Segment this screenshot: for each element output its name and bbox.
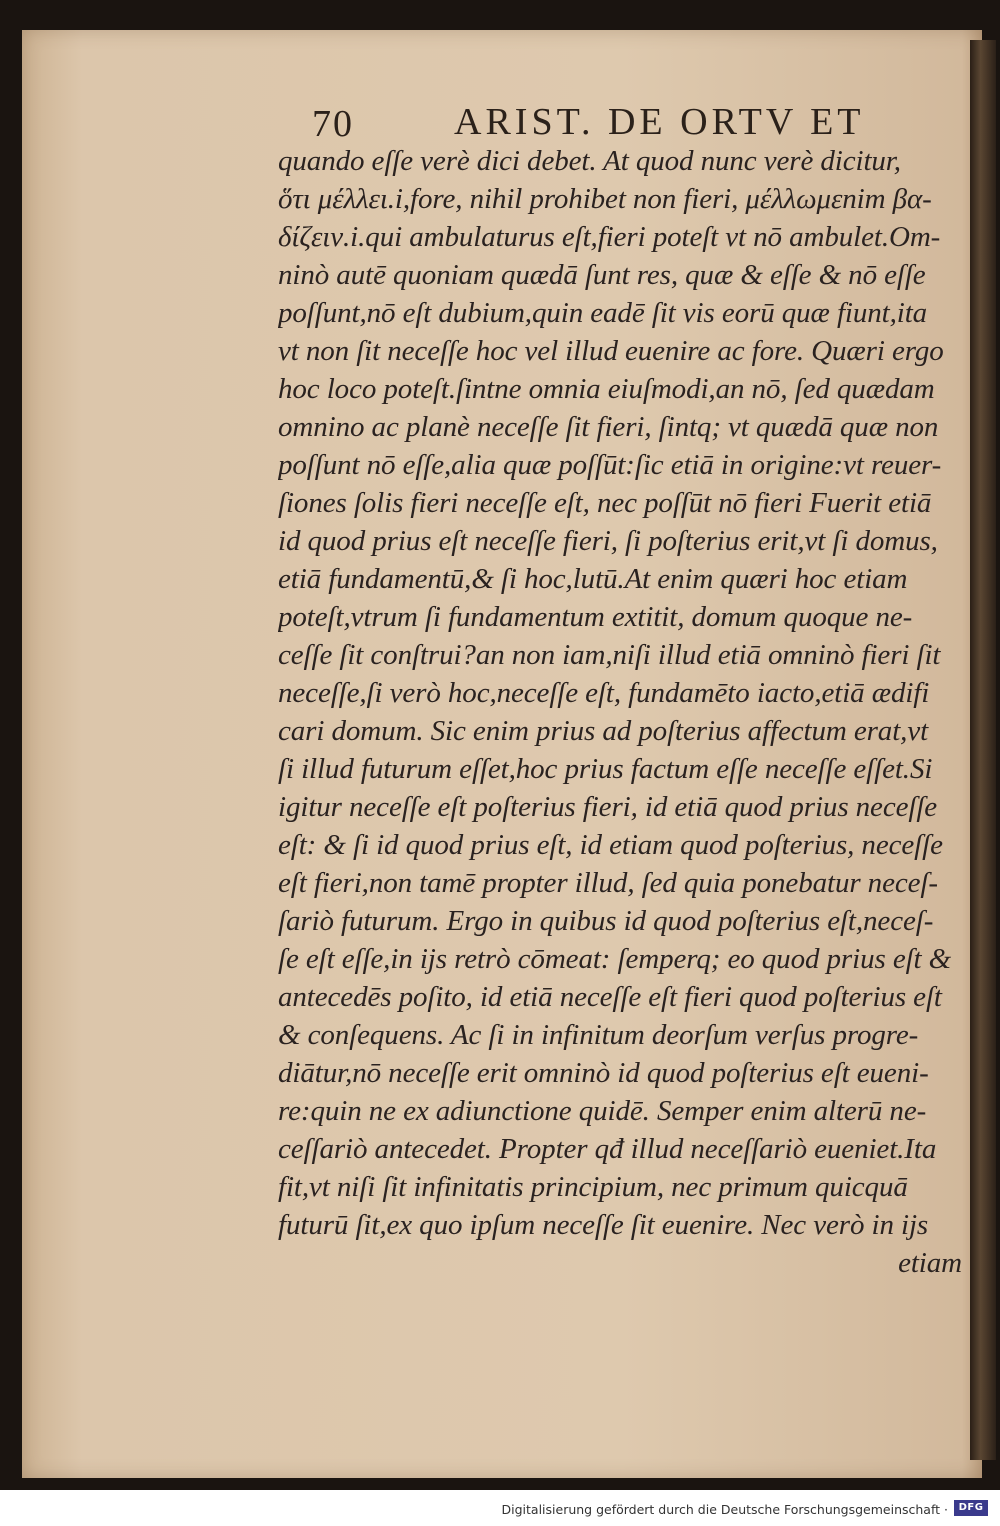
page-number: 70 xyxy=(312,103,354,145)
text-line: hoc loco poteſt.ſintne omnia eiuſmodi,an nō, ſed quædam xyxy=(278,373,935,405)
text-line: fit,vt niſi ſit infinitatis principium, nec primum quicquā xyxy=(278,1171,908,1203)
funding-credit: Digitalisierung gefördert durch die Deutsche Forschungsgemeinschaft · xyxy=(501,1502,948,1517)
text-line: diātur,nō neceſſe erit omninò id quod poſterius eſt eueni- xyxy=(278,1057,929,1089)
page-edge-shadow xyxy=(970,40,996,1460)
text-line: id quod prius eſt neceſſe fieri, ſi poſterius erit,vt ſi domus, xyxy=(278,525,938,557)
text-line: neceſſe,ſi verò hoc,neceſſe eſt, fundamēto iacto,etiā ædifi xyxy=(278,677,930,709)
text-line: ceſſariò antecedet. Propter qđ illud neceſſariò eueniet.Ita xyxy=(278,1133,937,1165)
text-line: ceſſe ſit conſtrui?an non iam,niſi illud etiā omninò fieri ſit xyxy=(278,639,941,671)
text-line: futurū ſit,ex quo ipſum neceſſe ſit euenire. Nec verò in ijs xyxy=(278,1209,929,1241)
text-line: poſſunt,nō eſt dubium,quin eadē ſit vis eorū quæ fiunt,ita xyxy=(278,297,928,329)
catchword: etiam xyxy=(898,1247,962,1279)
text-block xyxy=(278,142,962,1282)
text-line: poſſunt nō eſſe,alia quæ poſſūt:ſic etiā in origine:vt reuer- xyxy=(278,449,942,481)
text-line: eſt: & ſi id quod prius eſt, id etiam quod poſterius, neceſſe xyxy=(278,829,943,861)
text-line: ὅτι μέλλει.i,fore, nihil prohibet non fieri, μέλλωμεnim βα- xyxy=(278,183,932,215)
text-line: ſiones ſolis fieri neceſſe eſt, nec poſſūt nō fieri Fuerit etiā xyxy=(278,487,932,519)
text-line: ſariò futurum. Ergo in quibus id quod poſterius eſt,neceſ- xyxy=(278,905,934,937)
text-line: cari domum. Sic enim prius ad poſterius affectum erat,vt xyxy=(278,715,929,747)
text-line: vt non ſit neceſſe hoc vel illud euenire ac fore. Quæri ergo xyxy=(278,335,944,367)
text-line: etiā fundamentū,& ſi hoc,lutū.At enim quæri hoc etiam xyxy=(278,563,908,595)
text-line: omnino ac planè neceſſe ſit fieri, ſintq; vt quædā quæ non xyxy=(278,411,939,443)
running-title: ARIST. DE ORTV ET xyxy=(454,101,865,143)
text-line: eſt fieri,non tamē propter illud, ſed quia ponebatur neceſ- xyxy=(278,867,938,899)
text-line: & conſequens. Ac ſi in infinitum deorſum verſus progre- xyxy=(278,1019,919,1051)
text-line: igitur neceſſe eſt poſterius fieri, id etiā quod prius neceſſe xyxy=(278,791,938,823)
dfg-logo-icon: DFG xyxy=(954,1500,988,1516)
text-line: quando eſſe verè dici debet. At quod nunc verè dicitur, xyxy=(278,145,901,177)
text-line: ninò autē quoniam quædā ſunt res, quæ & eſſe & nō eſſe xyxy=(278,259,926,291)
text-line: ſi illud futurum eſſet,hoc prius factum eſſe neceſſe eſſet.Si xyxy=(278,753,933,785)
text-line: δίζειν.i.qui ambulaturus eſt,fieri poteſt vt nō ambulet.Om- xyxy=(278,221,941,253)
footer-bar xyxy=(0,1490,1000,1526)
text-line: antecedēs poſito, id etiā neceſſe eſt fieri quod poſterius eſt xyxy=(278,981,942,1013)
text-line: ſe eſt eſſe,in ijs retrò cōmeat: ſemperq; eo quod prius eſt & xyxy=(278,943,952,975)
text-line: poteſt,vtrum ſi fundamentum extitit, domum quoque ne- xyxy=(278,601,913,633)
running-head xyxy=(312,96,892,146)
text-line: re:quin ne ex adiunctione quidē. Semper enim alterū ne- xyxy=(278,1095,927,1127)
